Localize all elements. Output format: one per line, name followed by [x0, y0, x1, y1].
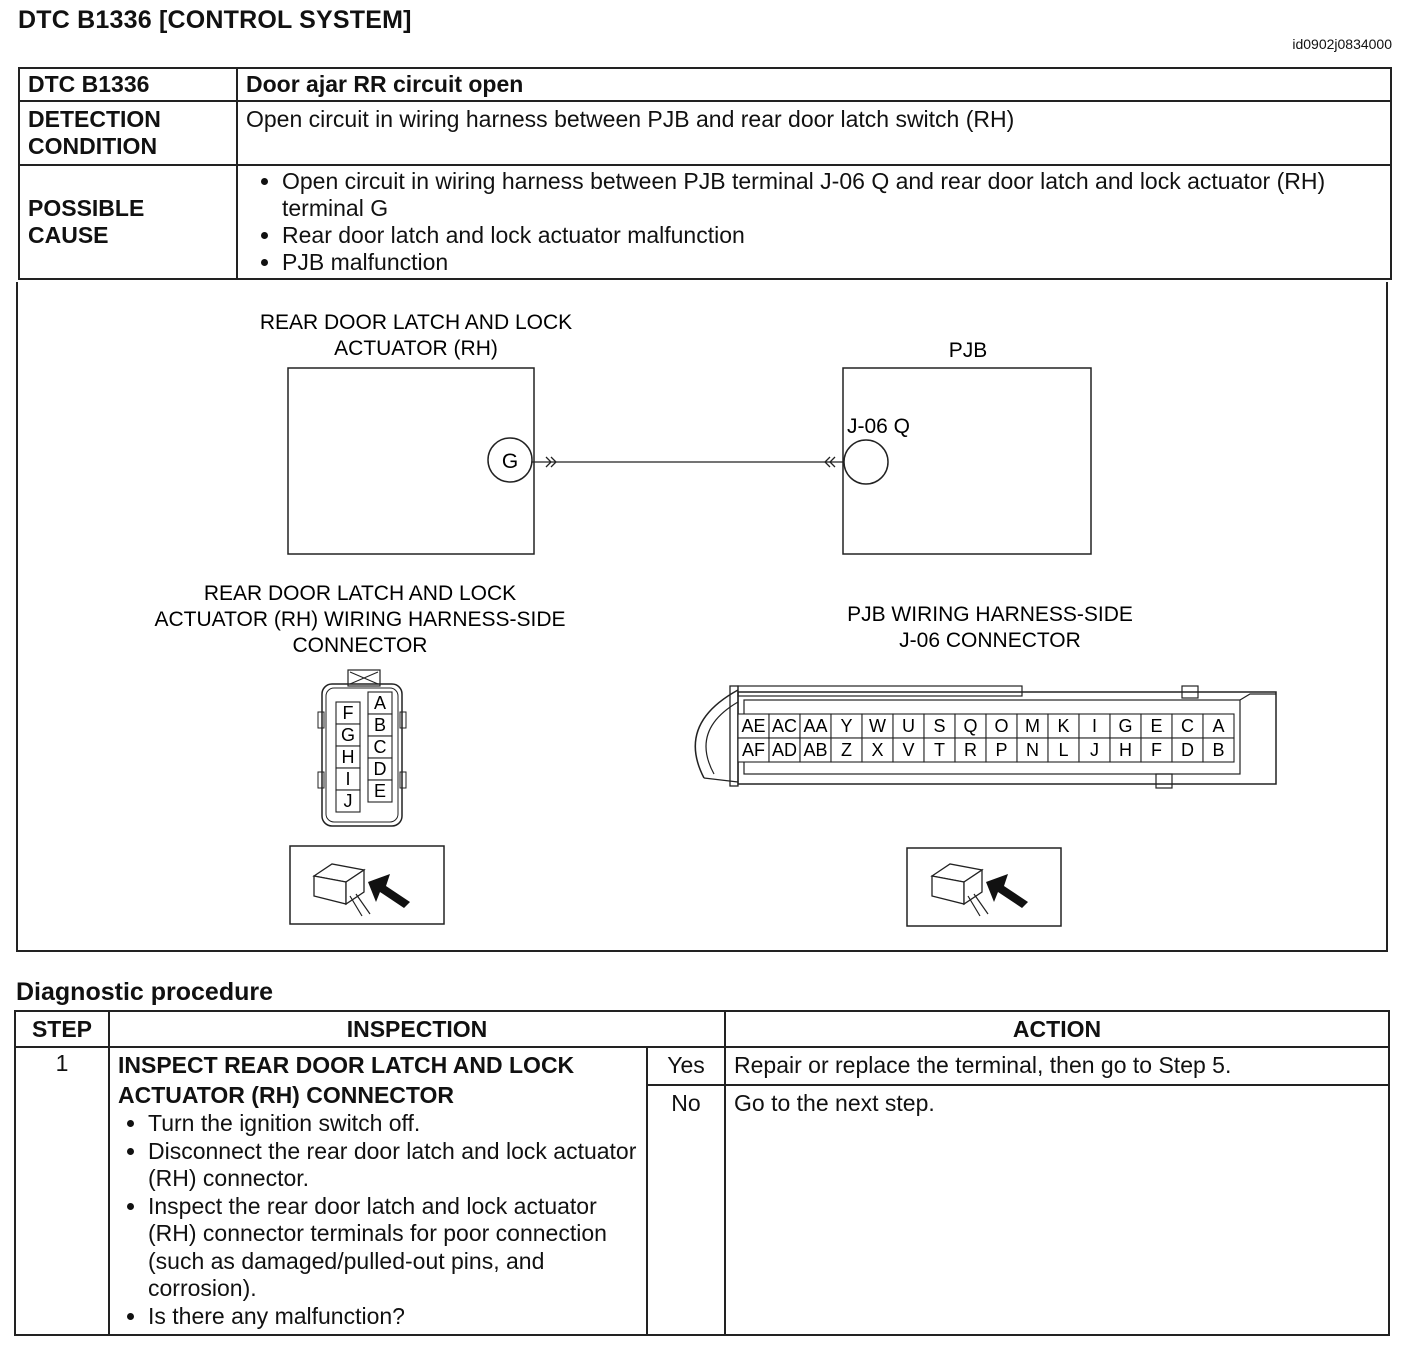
inspection-item: • Inspect the rear door latch and lock actuator (RH) connector terminals for poor connection (such as damaged/pulled-out pins, and corrosion). [148, 1193, 638, 1303]
pjb-title: PJB [948, 339, 988, 362]
pjb-pin-B: B [1212, 740, 1225, 760]
procedure-title: Diagnostic procedure [16, 978, 273, 1006]
pjb-pin-R: R [964, 740, 977, 760]
detection-label [19, 101, 237, 165]
actuator-connector-title-line2: ACTUATOR (RH) WIRING HARNESS-SIDE [154, 608, 566, 631]
detection-label-line1: DETECTION [28, 106, 161, 132]
actuator-title-line2: ACTUATOR (RH) [334, 337, 498, 360]
pjb-pin-AD: AD [771, 740, 798, 760]
header-step: STEP [15, 1011, 109, 1047]
pjb-pin-O: O [994, 716, 1009, 736]
cause-item: • PJB malfunction [282, 249, 1382, 276]
actuator-pin-J: J [343, 791, 353, 811]
pjb-connector-title-line2: J-06 CONNECTOR [899, 629, 1081, 652]
pjb-pin-AA: AA [803, 716, 828, 736]
actuator-pin-C: C [373, 737, 387, 757]
terminal-g-label: G [501, 450, 519, 473]
wiring-diagram [16, 282, 1388, 952]
pjb-pin-T: T [934, 740, 945, 760]
pjb-pin-L: L [1058, 740, 1069, 760]
document-id: id0902j0834000 [1292, 36, 1392, 52]
pjb-pin-C: C [1181, 716, 1194, 736]
pjb-pin-S: S [933, 716, 946, 736]
diagnostic-procedure-table [14, 1010, 1390, 1336]
terminal-j06q-label: J-06 Q [847, 415, 911, 438]
pjb-pin-AC: AC [771, 716, 798, 736]
page-title: DTC B1336 [CONTROL SYSTEM] [18, 6, 412, 34]
actuator-pin-D: D [373, 759, 387, 779]
wiring-diagram-svg [18, 282, 1390, 952]
dtc-row [19, 68, 1391, 101]
detection-value: Open circuit in wiring harness between PJB and rear door latch switch (RH) [237, 101, 1391, 165]
inspection-item: • Disconnect the rear door latch and lock actuator (RH) connector. [148, 1138, 638, 1193]
harness-wire [532, 457, 844, 467]
actuator-pin-G: G [340, 725, 356, 745]
pjb-pin-Y: Y [840, 716, 853, 736]
pjb-connector-title-line1: PJB WIRING HARNESS-SIDE [847, 603, 1133, 626]
detection-label-line2: CONDITION [28, 133, 158, 159]
inspection-cell [109, 1047, 647, 1335]
no-action: Go to the next step. [725, 1085, 1389, 1335]
pjb-pin-P: P [995, 740, 1008, 760]
cause-list [246, 168, 1382, 276]
header-action: ACTION [725, 1011, 1389, 1047]
actuator-connector-view-icon [290, 846, 444, 924]
pjb-connector-view-icon [907, 848, 1061, 926]
dtc-info-table [18, 67, 1392, 280]
pjb-pin-X: X [871, 740, 884, 760]
yes-action: Repair or replace the terminal, then go to Step 5. [725, 1047, 1389, 1085]
procedure-header-row [15, 1011, 1389, 1047]
pjb-top-pins [738, 714, 1234, 738]
pjb-pin-AF: AF [741, 740, 766, 760]
actuator-connector-title-line3: CONNECTOR [292, 634, 428, 657]
cause-label-line1: POSSIBLE [28, 195, 145, 221]
actuator-pin-A: A [373, 693, 387, 713]
actuator-left-pins [336, 702, 360, 812]
procedure-row-yes [15, 1047, 1389, 1085]
pjb-pin-V: V [902, 740, 915, 760]
cause-item: • Rear door latch and lock actuator malfunction [282, 222, 1382, 249]
pjb-pin-N: N [1026, 740, 1039, 760]
pjb-pin-F: F [1151, 740, 1162, 760]
actuator-pin-E: E [373, 781, 387, 801]
inspection-list [118, 1110, 638, 1330]
pjb-pin-I: I [1091, 716, 1098, 736]
pjb-pin-A: A [1212, 716, 1225, 736]
cause-item: • Open circuit in wiring harness between PJB terminal J-06 Q and rear door latch and lock actuator (RH) terminal G [282, 168, 1382, 222]
inspection-item: • Is there any malfunction? [148, 1303, 638, 1331]
actuator-pin-H: H [341, 747, 355, 767]
pjb-pin-U: U [902, 716, 915, 736]
cause-label [19, 165, 237, 279]
pjb-pin-G: G [1118, 716, 1133, 736]
actuator-pin-B: B [373, 715, 387, 735]
pjb-bottom-pins [738, 738, 1234, 762]
pjb-pin-J: J [1090, 740, 1099, 760]
pjb-pin-H: H [1119, 740, 1132, 760]
cause-list-cell [237, 165, 1391, 279]
header-inspection: INSPECTION [109, 1011, 725, 1047]
inspection-item: • Turn the ignition switch off. [148, 1110, 638, 1138]
cause-label-line2: CAUSE [28, 222, 109, 248]
pjb-pin-E: E [1150, 716, 1163, 736]
pjb-j06-connector [695, 686, 1276, 788]
actuator-connector-title-line1: REAR DOOR LATCH AND LOCK [203, 582, 517, 605]
terminal-j06q-circle [844, 440, 888, 484]
pjb-pin-AE: AE [741, 716, 766, 736]
no-label: No [647, 1085, 725, 1335]
pjb-pin-D: D [1181, 740, 1194, 760]
dtc-label: DTC B1336 [19, 68, 237, 101]
pjb-pin-M: M [1025, 716, 1040, 736]
detection-row [19, 101, 1391, 165]
actuator-pin-I: I [345, 769, 351, 789]
inspection-title: INSPECT REAR DOOR LATCH AND LOCK ACTUATOR (RH) CONNECTOR [118, 1052, 575, 1108]
cause-row [19, 165, 1391, 279]
pjb-pin-Q: Q [963, 716, 978, 736]
dtc-description: Door ajar RR circuit open [237, 68, 1391, 101]
pjb-pin-Z: Z [841, 740, 852, 760]
actuator-harness-connector [318, 670, 406, 826]
actuator-title-line1: REAR DOOR LATCH AND LOCK [259, 311, 573, 334]
step-number: 1 [15, 1047, 109, 1335]
pjb-pin-K: K [1057, 716, 1070, 736]
yes-label: Yes [647, 1047, 725, 1085]
pjb-pin-W: W [869, 716, 886, 736]
actuator-right-pins [368, 692, 392, 802]
actuator-pin-F: F [342, 703, 354, 723]
pjb-pin-AB: AB [803, 740, 828, 760]
